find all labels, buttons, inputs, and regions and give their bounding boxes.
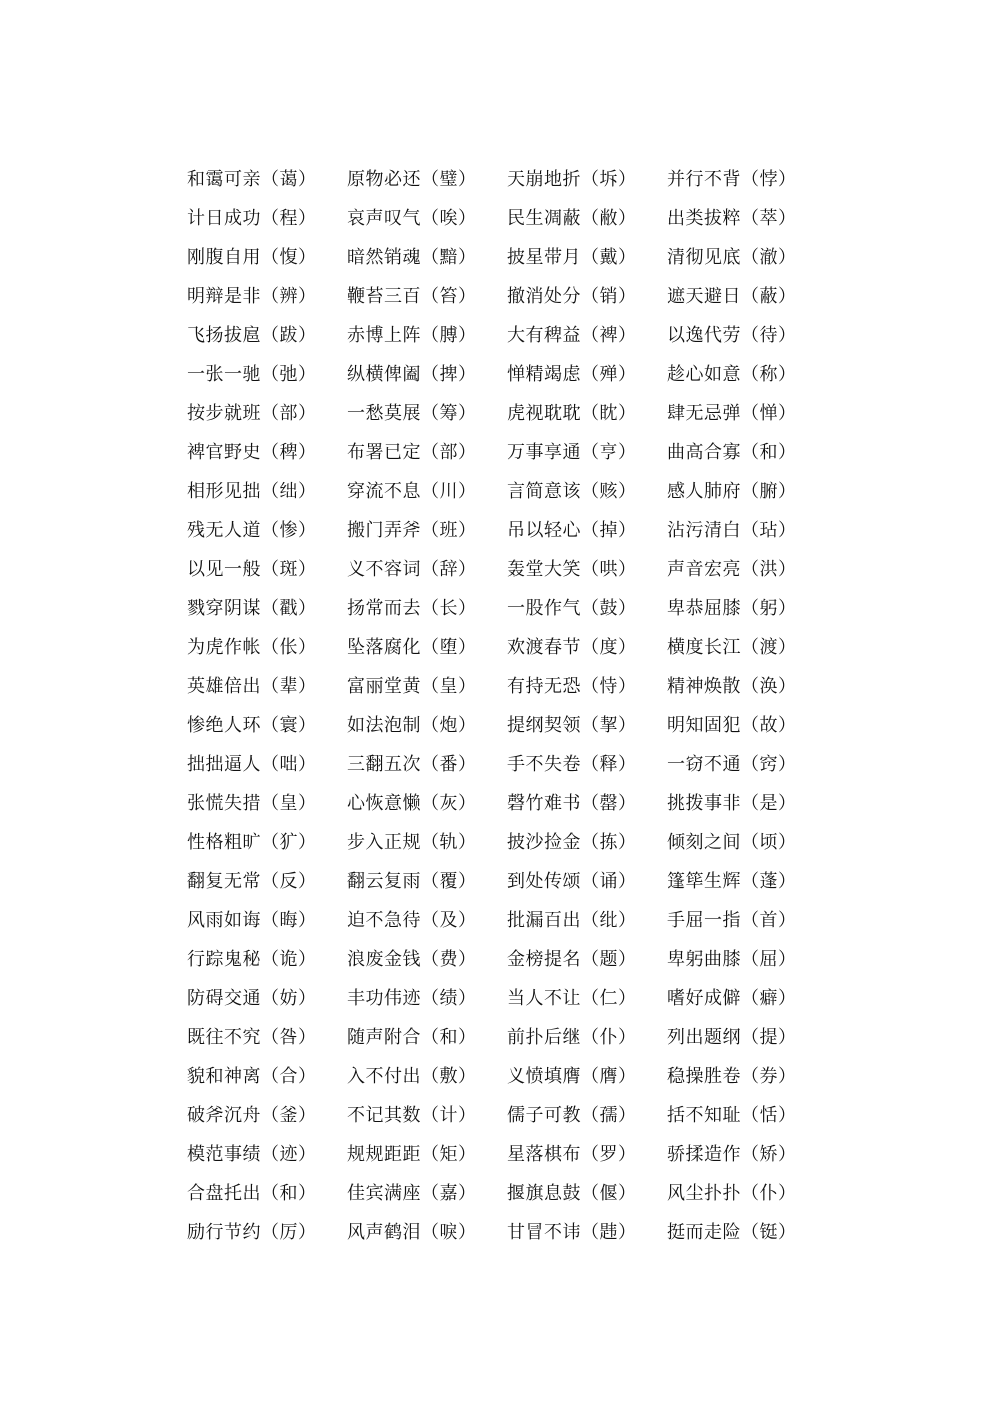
idiom-entry: 励行节约（厉） — [187, 1222, 317, 1243]
idiom-entry: 残无人道（惨） — [187, 520, 317, 541]
idiom-entry: 暗然销魂（黯） — [347, 247, 477, 268]
idiom-entry: 吊以轻心（掉） — [507, 520, 637, 541]
idiom-entry: 计日成功（程） — [187, 208, 317, 229]
idiom-entry: 星落棋布（罗） — [507, 1144, 637, 1165]
idiom-entry: 挺而走险（铤） — [667, 1222, 797, 1243]
idiom-entry: 金榜提名（题） — [507, 949, 637, 970]
idiom-row — [187, 550, 827, 589]
idiom-entry: 手屈一指（首） — [667, 910, 797, 931]
idiom-entry: 扬常而去（长） — [347, 598, 477, 619]
idiom-entry: 出类拔粹（萃） — [667, 208, 797, 229]
idiom-entry: 貌和神离（合） — [187, 1066, 317, 1087]
idiom-entry: 一张一驰（弛） — [187, 364, 317, 385]
idiom-entry: 原物必还（璧） — [347, 169, 477, 190]
idiom-entry: 防碍交通（妨） — [187, 988, 317, 1009]
idiom-entry: 穿流不息（川） — [347, 481, 477, 502]
idiom-entry: 刚腹自用（愎） — [187, 247, 317, 268]
idiom-entry: 坠落腐化（堕） — [347, 637, 477, 658]
idiom-row — [187, 433, 827, 472]
idiom-entry: 既往不究（咎） — [187, 1027, 317, 1048]
idiom-entry: 迫不急待（及） — [347, 910, 477, 931]
idiom-entry: 卑躬曲膝（屈） — [667, 949, 797, 970]
idiom-entry: 随声附合（和） — [347, 1027, 477, 1048]
idiom-entry: 精神焕散（涣） — [667, 676, 797, 697]
idiom-entry: 三翻五次（番） — [347, 754, 477, 775]
idiom-entry: 披沙捡金（拣） — [507, 832, 637, 853]
idiom-row — [187, 238, 827, 277]
idiom-entry: 惮精竭虑（殚） — [507, 364, 637, 385]
idiom-entry: 并行不背（悖） — [667, 169, 797, 190]
idiom-entry: 前扑后继（仆） — [507, 1027, 637, 1048]
idiom-entry: 声音宏亮（洪） — [667, 559, 797, 580]
idiom-entry: 磬竹难书（罄） — [507, 793, 637, 814]
idiom-row — [187, 1018, 827, 1057]
idiom-entry: 挑拨事非（是） — [667, 793, 797, 814]
idiom-entry: 以见一般（斑） — [187, 559, 317, 580]
idiom-entry: 行踪鬼秘（诡） — [187, 949, 317, 970]
idiom-entry: 撤消处分（销） — [507, 286, 637, 307]
idiom-entry: 儒子可教（孺） — [507, 1105, 637, 1126]
idiom-entry: 哀声叹气（唉） — [347, 208, 477, 229]
idiom-entry: 言简意该（赅） — [507, 481, 637, 502]
idiom-entry: 轰堂大笑（哄） — [507, 559, 637, 580]
idiom-entry: 以逸代劳（待） — [667, 325, 797, 346]
idiom-row — [187, 862, 827, 901]
idiom-entry: 心恢意懒（灰） — [347, 793, 477, 814]
idiom-row — [187, 628, 827, 667]
idiom-entry: 卑恭屈膝（躬） — [667, 598, 797, 619]
idiom-entry: 丰功伟迹（绩） — [347, 988, 477, 1009]
idiom-entry: 相形见拙（绌） — [187, 481, 317, 502]
idiom-entry: 破斧沉舟（釜） — [187, 1105, 317, 1126]
idiom-entry: 一愁莫展（筹） — [347, 403, 477, 424]
idiom-entry: 张慌失措（皇） — [187, 793, 317, 814]
idiom-entry: 当人不让（仁） — [507, 988, 637, 1009]
idiom-entry: 骄揉造作（矫） — [667, 1144, 797, 1165]
idiom-entry: 佳宾满座（嘉） — [347, 1183, 477, 1204]
idiom-entry: 翻云复雨（覆） — [347, 871, 477, 892]
idiom-entry: 合盘托出（和） — [187, 1183, 317, 1204]
idiom-entry: 篷筚生辉（蓬） — [667, 871, 797, 892]
idiom-row — [187, 355, 827, 394]
idiom-entry: 肆无忌弹（惮） — [667, 403, 797, 424]
idiom-entry: 提纲契领（挈） — [507, 715, 637, 736]
idiom-entry: 风尘扑扑（仆） — [667, 1183, 797, 1204]
idiom-entry: 布署已定（部） — [347, 442, 477, 463]
idiom-entry: 批漏百出（纰） — [507, 910, 637, 931]
idiom-entry: 步入正规（轨） — [347, 832, 477, 853]
idiom-entry: 大有稗益（裨） — [507, 325, 637, 346]
idiom-entry: 甘冒不讳（韪） — [507, 1222, 637, 1243]
idiom-entry: 虎视耽耽（眈） — [507, 403, 637, 424]
idiom-entry: 明知固犯（故） — [667, 715, 797, 736]
idiom-entry: 义不容词（辞） — [347, 559, 477, 580]
idiom-entry: 入不付出（敷） — [347, 1066, 477, 1087]
idiom-entry: 曲高合寡（和） — [667, 442, 797, 463]
idiom-entry: 不记其数（计） — [347, 1105, 477, 1126]
idiom-entry: 风声鹤泪（唳） — [347, 1222, 477, 1243]
idiom-entry: 浪废金钱（费） — [347, 949, 477, 970]
idiom-entry: 万事享通（亨） — [507, 442, 637, 463]
idiom-entry: 到处传颂（诵） — [507, 871, 637, 892]
idiom-row — [187, 706, 827, 745]
idiom-row — [187, 511, 827, 550]
idiom-row — [187, 940, 827, 979]
idiom-entry: 欢渡春节（度） — [507, 637, 637, 658]
idiom-entry: 翻复无常（反） — [187, 871, 317, 892]
idiom-entry: 赤博上阵（膊） — [347, 325, 477, 346]
idiom-entry: 括不知耻（恬） — [667, 1105, 797, 1126]
idiom-row — [187, 277, 827, 316]
idiom-entry: 沾污清白（玷） — [667, 520, 797, 541]
idiom-entry: 惨绝人环（寰） — [187, 715, 317, 736]
idiom-entry: 富丽堂黄（皇） — [347, 676, 477, 697]
idiom-entry: 戮穿阴谋（戳） — [187, 598, 317, 619]
idiom-correction-table — [187, 160, 827, 1252]
idiom-row — [187, 784, 827, 823]
idiom-entry: 如法泡制（炮） — [347, 715, 477, 736]
idiom-entry: 嗜好成僻（癖） — [667, 988, 797, 1009]
idiom-entry: 揠旗息鼓（偃） — [507, 1183, 637, 1204]
idiom-entry: 遮天避日（蔽） — [667, 286, 797, 307]
idiom-row — [187, 1096, 827, 1135]
idiom-entry: 感人肺府（腑） — [667, 481, 797, 502]
idiom-entry: 明辩是非（辨） — [187, 286, 317, 307]
idiom-row — [187, 394, 827, 433]
idiom-entry: 纵横俾阖（捭） — [347, 364, 477, 385]
idiom-row — [187, 1057, 827, 1096]
idiom-row — [187, 901, 827, 940]
idiom-entry: 倾刻之间（顷） — [667, 832, 797, 853]
idiom-entry: 披星带月（戴） — [507, 247, 637, 268]
idiom-entry: 模范事绩（迹） — [187, 1144, 317, 1165]
idiom-entry: 规规距距（矩） — [347, 1144, 477, 1165]
idiom-entry: 一窃不通（窍） — [667, 754, 797, 775]
idiom-entry: 英雄倍出（辈） — [187, 676, 317, 697]
idiom-row — [187, 472, 827, 511]
idiom-row — [187, 589, 827, 628]
idiom-entry: 飞扬拔扈（跋） — [187, 325, 317, 346]
idiom-row — [187, 160, 827, 199]
idiom-entry: 和霭可亲（蔼） — [187, 169, 317, 190]
idiom-entry: 拙拙逼人（咄） — [187, 754, 317, 775]
idiom-entry: 搬门弄斧（班） — [347, 520, 477, 541]
idiom-entry: 性格粗旷（犷） — [187, 832, 317, 853]
idiom-entry: 鞭苔三百（笞） — [347, 286, 477, 307]
idiom-entry: 风雨如诲（晦） — [187, 910, 317, 931]
idiom-entry: 为虎作帐（伥） — [187, 637, 317, 658]
idiom-entry: 裨官野史（稗） — [187, 442, 317, 463]
idiom-entry: 趁心如意（称） — [667, 364, 797, 385]
idiom-entry: 民生凋蔽（敝） — [507, 208, 637, 229]
idiom-row — [187, 1174, 827, 1213]
idiom-row — [187, 1213, 827, 1252]
idiom-entry: 清彻见底（澈） — [667, 247, 797, 268]
idiom-row — [187, 823, 827, 862]
idiom-entry: 稳操胜卷（券） — [667, 1066, 797, 1087]
idiom-entry: 按步就班（部） — [187, 403, 317, 424]
idiom-row — [187, 199, 827, 238]
idiom-row — [187, 667, 827, 706]
idiom-row — [187, 745, 827, 784]
idiom-entry: 义愤填膺（膺） — [507, 1066, 637, 1087]
idiom-entry: 手不失卷（释） — [507, 754, 637, 775]
idiom-row — [187, 979, 827, 1018]
idiom-entry: 天崩地折（坼） — [507, 169, 637, 190]
idiom-entry: 一股作气（鼓） — [507, 598, 637, 619]
idiom-entry: 横度长江（渡） — [667, 637, 797, 658]
idiom-row — [187, 1135, 827, 1174]
idiom-entry: 有持无恐（恃） — [507, 676, 637, 697]
idiom-row — [187, 316, 827, 355]
idiom-entry: 列出题纲（提） — [667, 1027, 797, 1048]
